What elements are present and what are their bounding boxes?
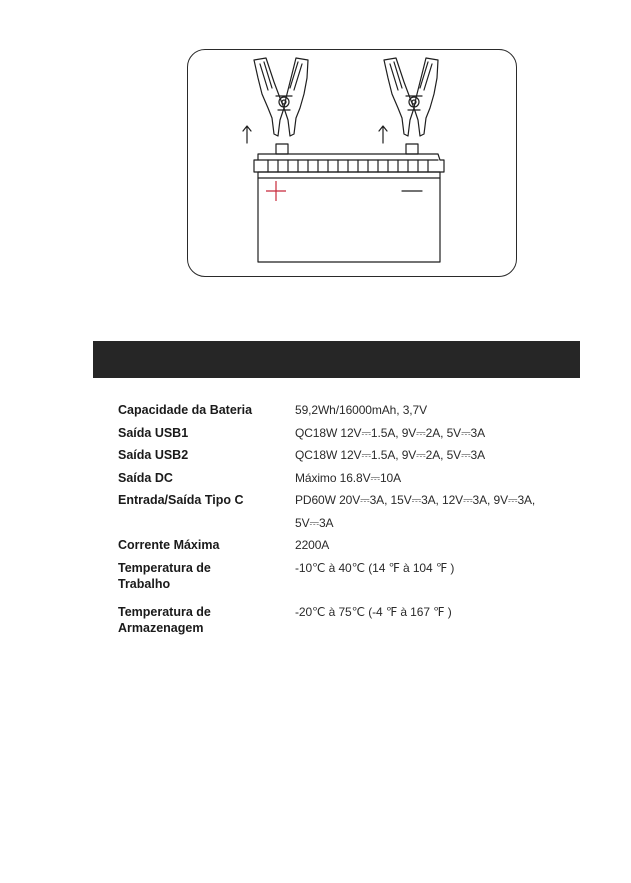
spec-row-type-c [118, 489, 588, 534]
spec-label-line: Trabalho [118, 576, 171, 591]
spec-label: Capacidade da Bateria [118, 403, 253, 417]
spec-label: Corrente Máxima [118, 538, 220, 552]
spec-value: -20℃ à 75℃ (-4 ℉ à 167 ℉ ) [295, 604, 452, 619]
spec-label: Saída USB1 [118, 425, 189, 440]
spec-label: Entrada/Saída Tipo C [118, 493, 244, 507]
specs-header-bar [93, 341, 580, 378]
spec-value: 59,2Wh/16000mAh, 3,7V [295, 403, 427, 417]
spec-row-max-current [118, 534, 588, 557]
spec-label [118, 601, 295, 645]
spec-label [118, 557, 295, 601]
battery-diagram [188, 50, 518, 278]
spec-value: 2200A [295, 538, 330, 552]
arrow-up-icon [243, 126, 387, 143]
spec-label-line: Temperatura de [118, 604, 211, 619]
plus-sign-icon [266, 181, 286, 201]
spec-value-line: 5V⎓3A [295, 515, 334, 530]
spec-label-line: Temperatura de [118, 560, 211, 575]
spec-value-line: PD60W 20V⎓3A, 15V⎓3A, 12V⎓3A, 9V⎓3A, [295, 493, 536, 507]
spec-value: QC18W 12V⎓1.5A, 9V⎓2A, 5V⎓3A [295, 448, 486, 462]
spec-value: Máximo 16.8V⎓10A [295, 470, 402, 485]
spec-row-dc-output [118, 467, 588, 490]
spec-label: Saída USB2 [118, 448, 189, 462]
spec-row-battery-capacity [118, 399, 588, 422]
spec-row-working-temperature [118, 557, 588, 601]
spec-row-usb2 [118, 444, 588, 467]
spec-value: -10℃ à 40℃ (14 ℉ à 104 ℉ ) [295, 560, 455, 575]
left-clamp-icon [254, 58, 308, 136]
spec-value [295, 489, 588, 534]
battery-icon [254, 144, 444, 262]
battery-diagram-frame [187, 49, 517, 277]
spec-row-usb1 [118, 422, 588, 445]
spec-label-line: Armazenagem [118, 620, 204, 635]
spec-label: Saída DC [118, 470, 173, 485]
right-clamp-icon [384, 58, 438, 136]
spec-row-storage-temperature [118, 601, 588, 645]
spec-value: QC18W 12V⎓1.5A, 9V⎓2A, 5V⎓3A [295, 425, 486, 440]
specs-table [118, 399, 588, 645]
